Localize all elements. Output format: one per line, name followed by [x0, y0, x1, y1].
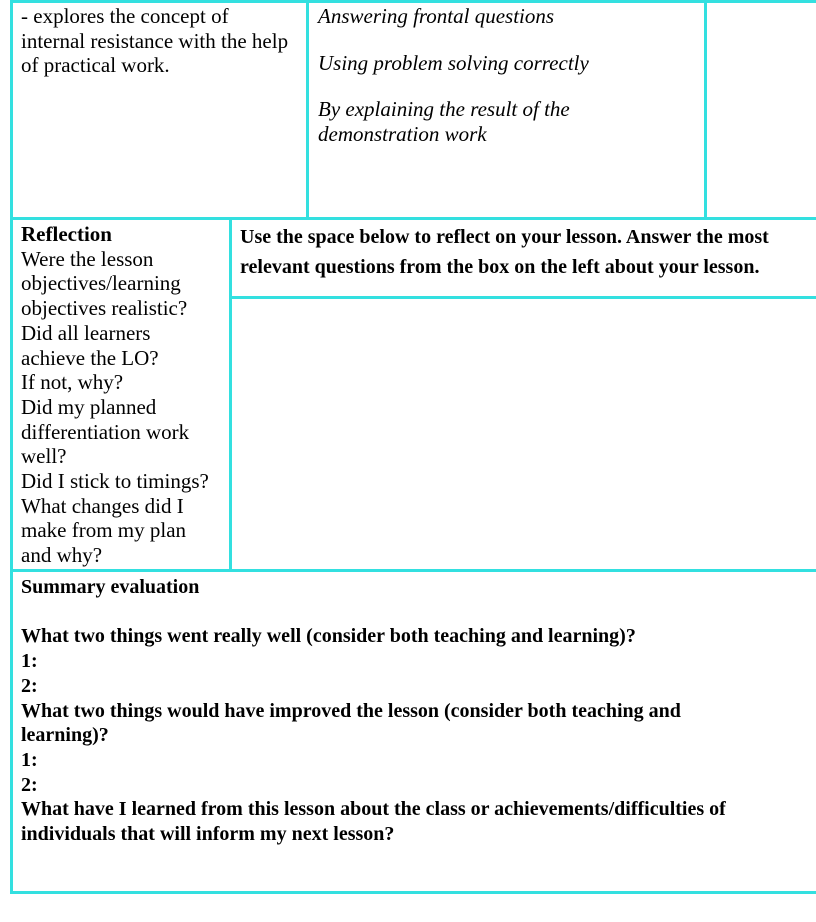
blank-line [21, 600, 726, 625]
assessment-item: demonstration work [318, 121, 487, 146]
learned-question-line: What have I learned from this lesson about the class or achievements/difficulties of [21, 798, 726, 821]
learning-objective-text [21, 4, 288, 78]
assessment-items [318, 4, 554, 29]
assessment-item: By explaining the result of the [318, 97, 570, 121]
summary-evaluation [21, 575, 726, 847]
divider-top-col-2 [704, 0, 707, 219]
objective-line: of practical work. [21, 53, 170, 78]
went-well-item: 1: [21, 650, 38, 673]
improve-item: 2: [21, 773, 38, 796]
reflection-question-line: Did all learners [21, 320, 151, 345]
summary-heading: Summary evaluation [21, 576, 200, 598]
reflection-question-line: objectives realistic? [21, 296, 188, 321]
reflection-question-line: well? [21, 444, 67, 469]
improve-question-line: What two things would have improved the lesson (consider both teaching and [21, 699, 681, 722]
learned-question-line: individuals that will inform my next lesson? [21, 823, 395, 846]
border-top [10, 0, 816, 3]
reflection-question-line: Did my planned [21, 394, 157, 419]
reflection-question-line: What changes did I [21, 493, 184, 518]
reflection-question-line: and why? [21, 543, 103, 568]
border-left [10, 0, 13, 894]
divider-row-reflection [10, 217, 816, 220]
reflection-question-line: Did I stick to timings? [21, 469, 209, 494]
objective-line: - explores the concept of [21, 4, 229, 28]
reflection-question-line: make from my plan [21, 518, 187, 543]
instruction-line: relevant questions from the box on the left about your lesson. [240, 256, 760, 278]
improve-item: 1: [21, 748, 38, 771]
went-well-question: What two things went really well (consider both teaching and learning)? [21, 625, 636, 648]
improve-question-line: learning)? [21, 724, 109, 747]
reflection-heading: Reflection [21, 222, 112, 246]
assessment-item: Answering frontal questions [318, 4, 555, 28]
instruction-line: Use the space below to reflect on your lesson. Answer the most [240, 226, 769, 248]
divider-row-summary [10, 569, 816, 572]
reflection-question-line: achieve the LO? [21, 345, 159, 370]
reflection-questions [21, 222, 209, 568]
reflection-question-line: differentiation work [21, 419, 190, 444]
border-bottom [10, 891, 816, 894]
reflection-question-line: If not, why? [21, 370, 124, 395]
objective-line: internal resistance with the help [21, 28, 289, 53]
reflection-question-line: Were the lesson [21, 246, 154, 271]
assessment-items [318, 51, 589, 76]
assessment-items [318, 97, 570, 146]
reflection-writing-area[interactable] [232, 299, 816, 569]
went-well-item: 2: [21, 674, 38, 697]
reflection-question-line: objectives/learning [21, 271, 181, 296]
divider-top-col-1 [306, 0, 309, 219]
assessment-item: Using problem solving correctly [318, 51, 589, 75]
reflection-instruction [240, 222, 769, 282]
